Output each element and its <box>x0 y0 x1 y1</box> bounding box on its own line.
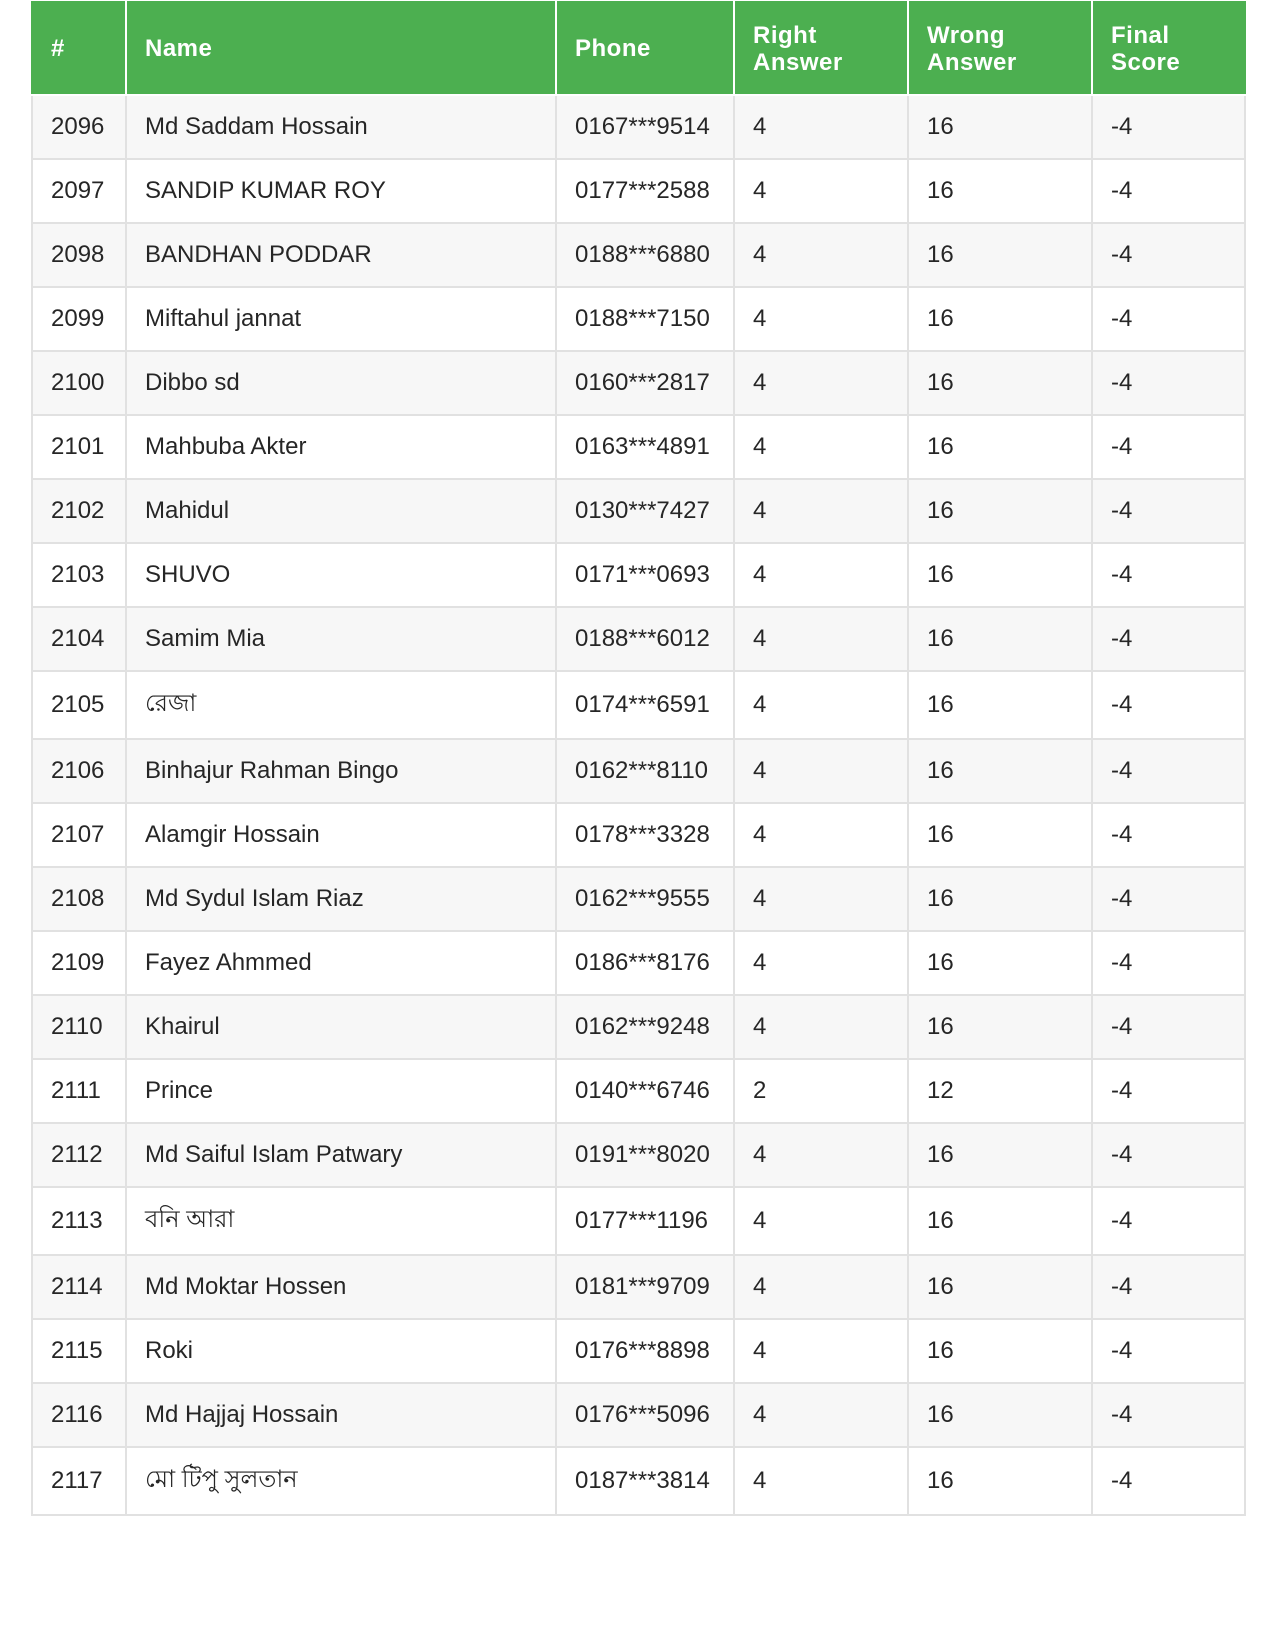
cell-number: 2101 <box>32 415 126 479</box>
cell-wrong-answer: 16 <box>908 931 1092 995</box>
cell-name: Md Saiful Islam Patwary <box>126 1123 556 1187</box>
column-header-wrong-answer-line-2: Answer <box>927 48 1017 76</box>
cell-phone: 0162***9248 <box>556 995 734 1059</box>
cell-final-score: -4 <box>1092 739 1245 803</box>
cell-right-answer: 4 <box>734 931 908 995</box>
table-row <box>32 415 1245 479</box>
cell-phone: 0178***3328 <box>556 803 734 867</box>
cell-wrong-answer: 16 <box>908 995 1092 1059</box>
cell-name: Alamgir Hossain <box>126 803 556 867</box>
cell-final-score: -4 <box>1092 415 1245 479</box>
cell-number: 2100 <box>32 351 126 415</box>
cell-number: 2106 <box>32 739 126 803</box>
cell-right-answer: 4 <box>734 223 908 287</box>
cell-right-answer: 4 <box>734 1447 908 1515</box>
column-header-number: # <box>32 2 126 95</box>
cell-right-answer: 4 <box>734 159 908 223</box>
cell-phone: 0130***7427 <box>556 479 734 543</box>
table-body <box>32 95 1245 1515</box>
cell-wrong-answer: 16 <box>908 351 1092 415</box>
table-row <box>32 867 1245 931</box>
cell-wrong-answer: 16 <box>908 543 1092 607</box>
cell-phone: 0187***3814 <box>556 1447 734 1515</box>
cell-number: 2102 <box>32 479 126 543</box>
table-row <box>32 931 1245 995</box>
cell-right-answer: 4 <box>734 95 908 159</box>
table-row <box>32 543 1245 607</box>
cell-final-score: -4 <box>1092 159 1245 223</box>
cell-wrong-answer: 16 <box>908 867 1092 931</box>
cell-final-score: -4 <box>1092 1187 1245 1255</box>
cell-final-score: -4 <box>1092 803 1245 867</box>
cell-name: Roki <box>126 1319 556 1383</box>
table-row <box>32 351 1245 415</box>
cell-phone: 0191***8020 <box>556 1123 734 1187</box>
table-row <box>32 223 1245 287</box>
cell-final-score: -4 <box>1092 1255 1245 1319</box>
cell-name: Mahidul <box>126 479 556 543</box>
cell-phone: 0181***9709 <box>556 1255 734 1319</box>
cell-number: 2113 <box>32 1187 126 1255</box>
cell-name: BANDHAN PODDAR <box>126 223 556 287</box>
cell-wrong-answer: 12 <box>908 1059 1092 1123</box>
table-row <box>32 671 1245 739</box>
cell-wrong-answer: 16 <box>908 803 1092 867</box>
cell-phone: 0171***0693 <box>556 543 734 607</box>
cell-number: 2116 <box>32 1383 126 1447</box>
cell-wrong-answer: 16 <box>908 1123 1092 1187</box>
cell-final-score: -4 <box>1092 931 1245 995</box>
cell-name: Binhajur Rahman Bingo <box>126 739 556 803</box>
cell-number: 2108 <box>32 867 126 931</box>
cell-wrong-answer: 16 <box>908 479 1092 543</box>
cell-phone: 0162***9555 <box>556 867 734 931</box>
cell-final-score: -4 <box>1092 607 1245 671</box>
cell-right-answer: 4 <box>734 1187 908 1255</box>
cell-number: 2117 <box>32 1447 126 1515</box>
cell-right-answer: 4 <box>734 995 908 1059</box>
cell-phone: 0174***6591 <box>556 671 734 739</box>
cell-phone: 0140***6746 <box>556 1059 734 1123</box>
table-row <box>32 1447 1245 1515</box>
cell-name: Md Hajjaj Hossain <box>126 1383 556 1447</box>
cell-wrong-answer: 16 <box>908 95 1092 159</box>
cell-number: 2099 <box>32 287 126 351</box>
cell-right-answer: 4 <box>734 739 908 803</box>
table-row <box>32 1383 1245 1447</box>
cell-wrong-answer: 16 <box>908 159 1092 223</box>
cell-name: Md Moktar Hossen <box>126 1255 556 1319</box>
cell-right-answer: 4 <box>734 287 908 351</box>
cell-number: 2098 <box>32 223 126 287</box>
cell-right-answer: 4 <box>734 803 908 867</box>
cell-wrong-answer: 16 <box>908 287 1092 351</box>
cell-phone: 0163***4891 <box>556 415 734 479</box>
column-header-phone: Phone <box>556 2 734 95</box>
cell-final-score: -4 <box>1092 1383 1245 1447</box>
table-header <box>32 2 1245 95</box>
table-row <box>32 995 1245 1059</box>
cell-right-answer: 4 <box>734 1255 908 1319</box>
column-header-right-answer-line-2: Answer <box>753 48 843 76</box>
header-row <box>32 2 1245 95</box>
table-row <box>32 159 1245 223</box>
cell-name: রেজা <box>126 671 556 739</box>
cell-final-score: -4 <box>1092 223 1245 287</box>
cell-phone: 0160***2817 <box>556 351 734 415</box>
cell-number: 2103 <box>32 543 126 607</box>
cell-number: 2109 <box>32 931 126 995</box>
column-header-name: Name <box>126 2 556 95</box>
cell-final-score: -4 <box>1092 351 1245 415</box>
cell-name: Md Sydul Islam Riaz <box>126 867 556 931</box>
cell-wrong-answer: 16 <box>908 415 1092 479</box>
cell-wrong-answer: 16 <box>908 1255 1092 1319</box>
cell-name: Dibbo sd <box>126 351 556 415</box>
cell-phone: 0188***6012 <box>556 607 734 671</box>
cell-wrong-answer: 16 <box>908 671 1092 739</box>
cell-right-answer: 4 <box>734 415 908 479</box>
cell-final-score: -4 <box>1092 543 1245 607</box>
column-header-final-score-line-1: Final <box>1111 21 1170 49</box>
cell-phone: 0177***1196 <box>556 1187 734 1255</box>
column-header-wrong-answer <box>908 2 1092 95</box>
table-row <box>32 739 1245 803</box>
cell-wrong-answer: 16 <box>908 1447 1092 1515</box>
cell-number: 2114 <box>32 1255 126 1319</box>
cell-right-answer: 2 <box>734 1059 908 1123</box>
cell-name: Mahbuba Akter <box>126 415 556 479</box>
table-row <box>32 1059 1245 1123</box>
table-row <box>32 95 1245 159</box>
cell-name: বনি আরা <box>126 1187 556 1255</box>
cell-number: 2096 <box>32 95 126 159</box>
cell-final-score: -4 <box>1092 287 1245 351</box>
cell-phone: 0188***6880 <box>556 223 734 287</box>
cell-right-answer: 4 <box>734 351 908 415</box>
cell-number: 2105 <box>32 671 126 739</box>
cell-phone: 0176***8898 <box>556 1319 734 1383</box>
cell-right-answer: 4 <box>734 671 908 739</box>
cell-wrong-answer: 16 <box>908 1187 1092 1255</box>
cell-right-answer: 4 <box>734 607 908 671</box>
cell-final-score: -4 <box>1092 1447 1245 1515</box>
cell-final-score: -4 <box>1092 1059 1245 1123</box>
cell-number: 2115 <box>32 1319 126 1383</box>
table-row <box>32 803 1245 867</box>
cell-name: Miftahul jannat <box>126 287 556 351</box>
cell-wrong-answer: 16 <box>908 223 1092 287</box>
column-header-right-answer <box>734 2 908 95</box>
cell-final-score: -4 <box>1092 95 1245 159</box>
cell-wrong-answer: 16 <box>908 607 1092 671</box>
column-header-wrong-answer-line-1: Wrong <box>927 21 1006 49</box>
cell-name: Md Saddam Hossain <box>126 95 556 159</box>
cell-right-answer: 4 <box>734 1319 908 1383</box>
cell-number: 2107 <box>32 803 126 867</box>
table-row <box>32 287 1245 351</box>
cell-name: মো টিপু সুলতান <box>126 1447 556 1515</box>
cell-phone: 0177***2588 <box>556 159 734 223</box>
table-row <box>32 479 1245 543</box>
cell-final-score: -4 <box>1092 671 1245 739</box>
cell-name: Khairul <box>126 995 556 1059</box>
column-header-final-score <box>1092 2 1245 95</box>
cell-wrong-answer: 16 <box>908 1319 1092 1383</box>
cell-name: SANDIP KUMAR ROY <box>126 159 556 223</box>
column-header-final-score-line-2: Score <box>1111 48 1181 76</box>
cell-final-score: -4 <box>1092 1319 1245 1383</box>
cell-number: 2104 <box>32 607 126 671</box>
cell-right-answer: 4 <box>734 543 908 607</box>
cell-final-score: -4 <box>1092 867 1245 931</box>
cell-phone: 0162***8110 <box>556 739 734 803</box>
column-header-right-answer-line-1: Right <box>753 21 817 49</box>
cell-phone: 0167***9514 <box>556 95 734 159</box>
table-row <box>32 1123 1245 1187</box>
cell-wrong-answer: 16 <box>908 1383 1092 1447</box>
cell-number: 2111 <box>32 1059 126 1123</box>
cell-right-answer: 4 <box>734 1383 908 1447</box>
cell-final-score: -4 <box>1092 1123 1245 1187</box>
cell-right-answer: 4 <box>734 479 908 543</box>
table-row <box>32 607 1245 671</box>
results-table <box>31 1 1246 1516</box>
cell-phone: 0176***5096 <box>556 1383 734 1447</box>
cell-phone: 0188***7150 <box>556 287 734 351</box>
cell-right-answer: 4 <box>734 1123 908 1187</box>
cell-number: 2097 <box>32 159 126 223</box>
cell-name: SHUVO <box>126 543 556 607</box>
table-row <box>32 1255 1245 1319</box>
cell-wrong-answer: 16 <box>908 739 1092 803</box>
cell-final-score: -4 <box>1092 995 1245 1059</box>
cell-name: Samim Mia <box>126 607 556 671</box>
table-row <box>32 1319 1245 1383</box>
cell-name: Fayez Ahmmed <box>126 931 556 995</box>
cell-phone: 0186***8176 <box>556 931 734 995</box>
table-row <box>32 1187 1245 1255</box>
cell-name: Prince <box>126 1059 556 1123</box>
cell-right-answer: 4 <box>734 867 908 931</box>
cell-number: 2110 <box>32 995 126 1059</box>
cell-number: 2112 <box>32 1123 126 1187</box>
cell-final-score: -4 <box>1092 479 1245 543</box>
